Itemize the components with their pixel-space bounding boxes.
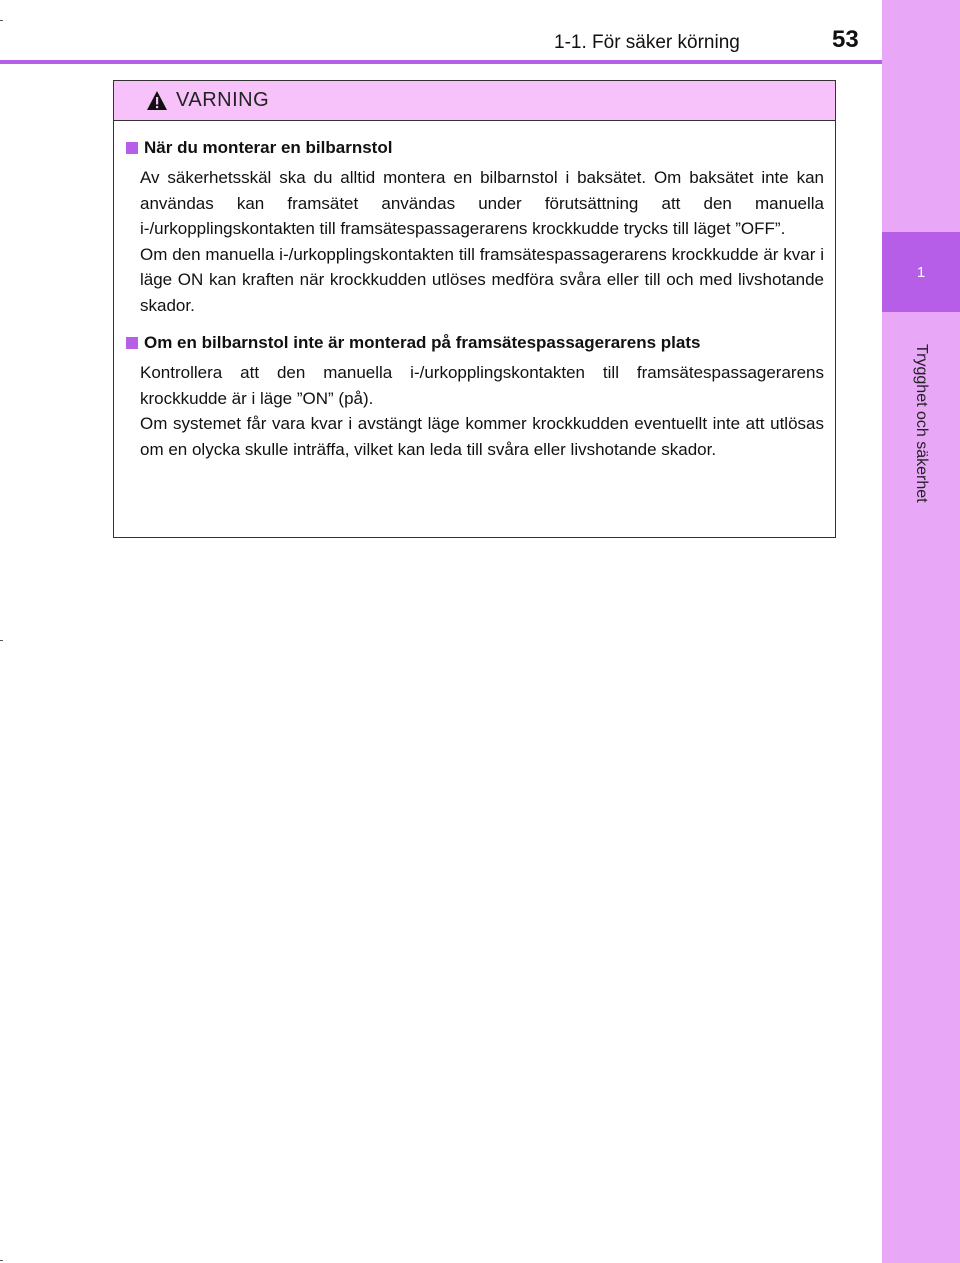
warning-paragraph: Om den manuella i-/urkopplingskontakten till framsätespassagerarens krockkudde är kvar i läge ON kan kraften när krockkudden utlöses medföra svåra eller till och med livshotande skador. <box>140 244 824 315</box>
chapter-title-container <box>882 318 960 528</box>
header-rule <box>0 60 882 64</box>
warning-item <box>126 137 824 318</box>
warning-paragraph: Av säkerhetsskäl ska du alltid montera en bilbarnstol i baksätet. Om baksätet inte kan användas kan framsätet användas under förutsättning att den manuella i-/urkopplingskontakten till framsätespassagerarens krockkudde trycks till läget ”OFF”. <box>140 168 824 238</box>
warning-box <box>113 80 836 538</box>
warning-paragraph: Om systemet får vara kvar i avstängt läge kommer krockkudden eventuellt inte att utlösas om en olycka skulle inträffa, vilket kan leda till svåra eller livshotande skador. <box>140 414 824 459</box>
crop-mark-left-middle <box>0 640 3 641</box>
chapter-number: 1 <box>916 263 926 281</box>
warning-item-title <box>126 137 824 159</box>
chapter-side-tab <box>882 0 960 1263</box>
warning-item-title-text: När du monterar en bilbarnstol <box>144 138 393 157</box>
page-number: 53 <box>832 26 859 53</box>
crop-mark-top-left <box>0 20 3 21</box>
warning-item-title <box>126 332 824 354</box>
warning-header <box>114 81 835 121</box>
warning-paragraph: Kontrollera att den manuella i-/urkopplingskontakten till framsätespassagerarens krockkudde är i läge ”ON” (på). <box>140 363 824 408</box>
chapter-number-box <box>882 232 960 312</box>
warning-triangle-icon <box>146 90 168 112</box>
crop-mark-bottom-left <box>0 1260 3 1261</box>
section-title: 1-1. För säker körning <box>554 32 740 53</box>
chapter-title: Trygghet och säkerhet <box>913 343 930 503</box>
warning-label: VARNING <box>176 89 270 111</box>
square-bullet-icon <box>126 337 138 349</box>
square-bullet-icon <box>126 142 138 154</box>
warning-body <box>114 121 835 462</box>
warning-item-title-text: Om en bilbarnstol inte är monterad på framsätespassagerarens plats <box>144 333 701 352</box>
warning-item <box>126 332 824 462</box>
